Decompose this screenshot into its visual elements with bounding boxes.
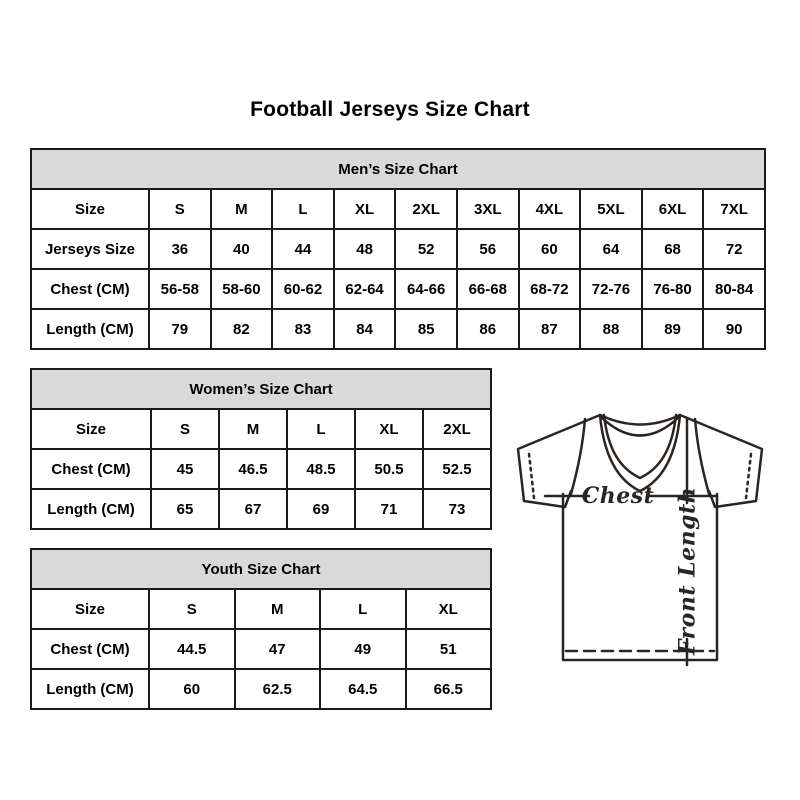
youth-value-cell: 44.5 (149, 629, 235, 669)
mens-row-label: Size (31, 189, 149, 229)
mens-value-cell: 83 (272, 309, 334, 349)
youth-row-label: Length (CM) (31, 669, 149, 709)
mens-value-cell: 36 (149, 229, 211, 269)
front-length-label: Front Length (674, 486, 701, 656)
mens-table-title: Men’s Size Chart (31, 149, 765, 189)
mens-table-row (31, 309, 765, 349)
mens-size-table (30, 148, 766, 350)
youth-value-cell: 51 (406, 629, 492, 669)
womens-value-cell: 52.5 (423, 449, 491, 489)
womens-table-title: Women’s Size Chart (31, 369, 491, 409)
womens-value-cell: 2XL (423, 409, 491, 449)
mens-value-cell: 79 (149, 309, 211, 349)
womens-row-label: Size (31, 409, 151, 449)
youth-value-cell: M (235, 589, 321, 629)
womens-row-label: Chest (CM) (31, 449, 151, 489)
mens-value-cell: 85 (395, 309, 457, 349)
womens-value-cell: 71 (355, 489, 423, 529)
jersey-measurement-diagram (505, 403, 775, 678)
mens-row-label: Chest (CM) (31, 269, 149, 309)
youth-row-label: Chest (CM) (31, 629, 149, 669)
youth-value-cell: 47 (235, 629, 321, 669)
mens-value-cell: 66-68 (457, 269, 519, 309)
mens-value-cell: 87 (519, 309, 581, 349)
mens-value-cell: 76-80 (642, 269, 704, 309)
womens-value-cell: 50.5 (355, 449, 423, 489)
womens-value-cell: 45 (151, 449, 219, 489)
youth-value-cell: L (320, 589, 406, 629)
mens-value-cell: 48 (334, 229, 396, 269)
mens-row-label: Length (CM) (31, 309, 149, 349)
mens-value-cell: 68 (642, 229, 704, 269)
jersey-collar (600, 415, 680, 491)
mens-value-cell: M (211, 189, 273, 229)
mens-value-cell: 84 (334, 309, 396, 349)
mens-value-cell: 88 (580, 309, 642, 349)
womens-value-cell: 69 (287, 489, 355, 529)
mens-value-cell: 4XL (519, 189, 581, 229)
mens-value-cell: 64-66 (395, 269, 457, 309)
left-cuff-stitch-line (529, 454, 534, 498)
mens-value-cell: 60-62 (272, 269, 334, 309)
mens-value-cell: 40 (211, 229, 273, 269)
page-title: Football Jerseys Size Chart (250, 98, 530, 121)
womens-value-cell: L (287, 409, 355, 449)
womens-table-row (31, 449, 491, 489)
mens-value-cell: 3XL (457, 189, 519, 229)
youth-row-label: Size (31, 589, 149, 629)
mens-table-row (31, 229, 765, 269)
mens-value-cell: S (149, 189, 211, 229)
womens-size-table-container (30, 368, 492, 528)
mens-value-cell: 52 (395, 229, 457, 269)
mens-value-cell: 56 (457, 229, 519, 269)
mens-value-cell: 82 (211, 309, 273, 349)
mens-table-row (31, 269, 765, 309)
mens-value-cell: 80-84 (703, 269, 765, 309)
mens-value-cell: 72 (703, 229, 765, 269)
youth-table-row (31, 589, 491, 629)
mens-value-cell: 44 (272, 229, 334, 269)
youth-size-table-container (30, 548, 492, 708)
mens-value-cell: 5XL (580, 189, 642, 229)
youth-value-cell: 64.5 (320, 669, 406, 709)
youth-value-cell: S (149, 589, 235, 629)
womens-value-cell: M (219, 409, 287, 449)
womens-value-cell: 48.5 (287, 449, 355, 489)
womens-value-cell: S (151, 409, 219, 449)
mens-value-cell: 7XL (703, 189, 765, 229)
youth-table-row (31, 669, 491, 709)
mens-value-cell: 2XL (395, 189, 457, 229)
mens-value-cell: 56-58 (149, 269, 211, 309)
youth-value-cell: 49 (320, 629, 406, 669)
mens-value-cell: 90 (703, 309, 765, 349)
mens-value-cell: 86 (457, 309, 519, 349)
womens-table-row (31, 489, 491, 529)
youth-value-cell: XL (406, 589, 492, 629)
mens-value-cell: 89 (642, 309, 704, 349)
womens-value-cell: 65 (151, 489, 219, 529)
womens-value-cell: 67 (219, 489, 287, 529)
mens-value-cell: 6XL (642, 189, 704, 229)
youth-size-table (30, 548, 492, 710)
mens-value-cell: 72-76 (580, 269, 642, 309)
mens-value-cell: XL (334, 189, 396, 229)
womens-row-label: Length (CM) (31, 489, 151, 529)
chest-label: Chest (581, 483, 655, 509)
womens-value-cell: XL (355, 409, 423, 449)
mens-value-cell: 68-72 (519, 269, 581, 309)
mens-table-row (31, 189, 765, 229)
mens-size-table-container (30, 148, 766, 348)
right-cuff-stitch-line (746, 454, 751, 498)
womens-value-cell: 46.5 (219, 449, 287, 489)
womens-table-row (31, 409, 491, 449)
mens-value-cell: 60 (519, 229, 581, 269)
womens-size-table (30, 368, 492, 530)
jersey-right-armhole (695, 419, 709, 494)
youth-value-cell: 62.5 (235, 669, 321, 709)
youth-table-row (31, 629, 491, 669)
mens-value-cell: 64 (580, 229, 642, 269)
youth-value-cell: 60 (149, 669, 235, 709)
youth-table-title: Youth Size Chart (31, 549, 491, 589)
mens-row-label: Jerseys Size (31, 229, 149, 269)
mens-value-cell: L (272, 189, 334, 229)
youth-value-cell: 66.5 (406, 669, 492, 709)
mens-value-cell: 62-64 (334, 269, 396, 309)
mens-value-cell: 58-60 (211, 269, 273, 309)
womens-value-cell: 73 (423, 489, 491, 529)
